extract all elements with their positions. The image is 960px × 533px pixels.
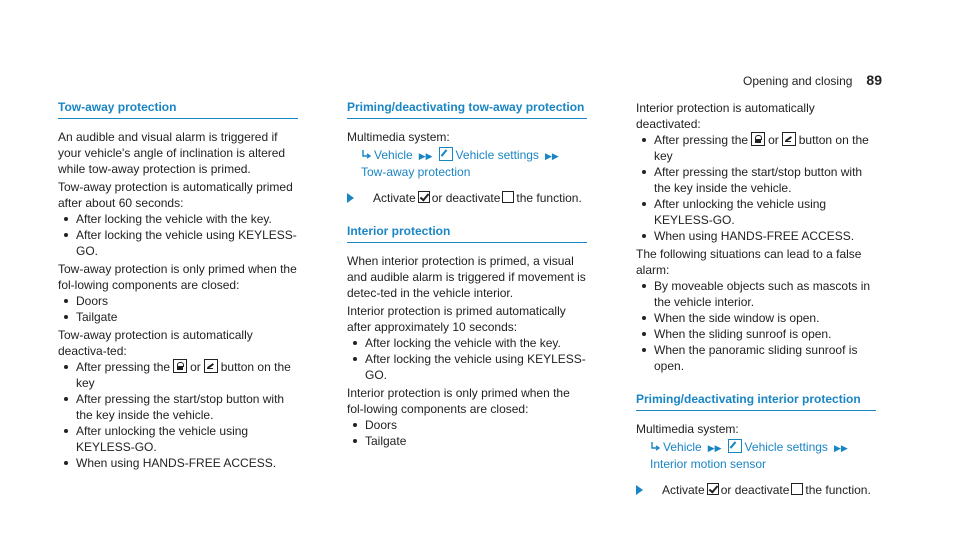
tow-away-primed-list: [58, 211, 298, 259]
checkbox-checked-icon: [707, 483, 719, 495]
list-item: After locking the vehicle using KEYLESS-GO.: [58, 227, 298, 259]
list-item-text: After pressing the: [76, 360, 171, 374]
multimedia-label: Multimedia system:: [636, 422, 739, 436]
multimedia-label: Multimedia system:: [347, 130, 450, 144]
menu-interior-motion-sensor: Interior motion sensor: [650, 457, 767, 471]
vehicle-settings-icon: [439, 147, 453, 161]
tow-away-deactivated-list: [58, 359, 298, 471]
action-step: [636, 482, 876, 498]
step-arrow-icon: [636, 485, 643, 495]
tow-away-deactivated-text: Tow-away protection is automatically deactiva-ted:: [58, 328, 253, 358]
page-header: [743, 72, 882, 89]
interior-primed-list: [347, 335, 587, 383]
menu-path: [361, 147, 587, 180]
list-item: After unlocking the vehicle using KEYLESS-GO.: [636, 196, 876, 228]
list-item-text: button on the key: [654, 133, 869, 163]
interior-intro: When interior protection is primed, a visual and audible alarm is triggered if movement is detec-ted in the vehicle interior.: [347, 254, 586, 300]
return-arrow-icon: [361, 150, 371, 160]
list-item: When the panoramic sliding sunroof is open.: [636, 342, 876, 374]
column-1: [58, 100, 298, 471]
list-item-text: button on the key: [76, 360, 291, 390]
priming-tow-away-heading: Priming/deactivating tow-away protection: [347, 100, 587, 119]
menu-vehicle: Vehicle: [663, 440, 702, 454]
menu-path: [650, 439, 876, 472]
action-text: the function.: [516, 191, 582, 205]
checkbox-unchecked-icon: [791, 483, 803, 495]
list-item-text: or: [190, 360, 201, 374]
list-item: After locking the vehicle with the key.: [58, 211, 298, 227]
menu-tow-away: Tow-away protection: [361, 165, 471, 179]
list-item: By moveable objects such as mascots in the vehicle interior.: [636, 278, 876, 310]
tailgate-key-icon: [204, 359, 218, 373]
interior-components-text: Interior protection is only primed when the fol-lowing components are closed:: [347, 386, 570, 416]
list-item: After pressing the start/stop button with the key inside the vehicle.: [58, 391, 298, 423]
vehicle-settings-icon: [728, 439, 742, 453]
list-item: After pressing the start/stop button with the key inside the vehicle.: [636, 164, 876, 196]
double-chevron-icon: ▶▶: [707, 443, 722, 453]
menu-vehicle: Vehicle: [374, 148, 413, 162]
checkbox-unchecked-icon: [502, 191, 514, 203]
list-item: When the side window is open.: [636, 310, 876, 326]
column-2: [347, 100, 587, 449]
double-chevron-icon: ▶▶: [418, 151, 433, 161]
priming-interior-heading: Priming/deactivating interior protection: [636, 392, 876, 411]
list-item: After locking the vehicle with the key.: [347, 335, 587, 351]
column-3: [636, 100, 876, 498]
list-item: [58, 359, 298, 391]
list-item: Tailgate: [347, 433, 587, 449]
step-arrow-icon: [347, 193, 354, 203]
list-item: When the sliding sunroof is open.: [636, 326, 876, 342]
tailgate-key-icon: [782, 132, 796, 146]
interior-components-list: [347, 417, 587, 449]
action-text: Activate: [373, 191, 416, 205]
action-text: or deactivate: [431, 191, 501, 205]
unlock-key-icon: [173, 359, 187, 373]
tow-away-components-list: [58, 293, 298, 325]
list-item: After locking the vehicle using KEYLESS-GO.: [347, 351, 587, 383]
unlock-key-icon: [751, 132, 765, 146]
double-chevron-icon: ▶▶: [833, 443, 848, 453]
action-text: or deactivate: [720, 483, 790, 497]
false-alarm-text: The following situations can lead to a false alarm:: [636, 247, 862, 277]
list-item: Doors: [347, 417, 587, 433]
menu-vehicle-settings: Vehicle settings: [455, 148, 539, 162]
interior-deactivated-text: Interior protection is automatically deactivated:: [636, 101, 815, 131]
list-item: When using HANDS-FREE ACCESS.: [58, 455, 298, 471]
action-text: the function.: [805, 483, 871, 497]
tow-away-primed-text: Tow-away protection is automatically primed after about 60 seconds:: [58, 180, 293, 210]
action-text: Activate: [662, 483, 705, 497]
list-item: Tailgate: [58, 309, 298, 325]
menu-vehicle-settings: Vehicle settings: [744, 440, 828, 454]
list-item: When using HANDS-FREE ACCESS.: [636, 228, 876, 244]
action-step: [347, 190, 587, 206]
interior-deactivated-list: [636, 132, 876, 244]
tow-away-components-text: Tow-away protection is only primed when the fol-lowing components are closed:: [58, 262, 297, 292]
list-item-text: or: [768, 133, 779, 147]
interior-primed-text: Interior protection is primed automatically after approximately 10 seconds:: [347, 304, 566, 334]
interior-protection-heading: Interior protection: [347, 224, 587, 243]
checkbox-checked-icon: [418, 191, 430, 203]
list-item: Doors: [58, 293, 298, 309]
false-alarm-list: [636, 278, 876, 374]
section-title: Opening and closing: [743, 74, 853, 88]
double-chevron-icon: ▶▶: [544, 151, 559, 161]
tow-away-intro: An audible and visual alarm is triggered if your vehicle's angle of inclination is altered while tow-away protection is primed.: [58, 130, 286, 176]
list-item-text: After pressing the: [654, 133, 749, 147]
return-arrow-icon: [650, 442, 660, 452]
list-item: [636, 132, 876, 164]
tow-away-heading: Tow-away protection: [58, 100, 298, 119]
page-number: 89: [866, 72, 882, 88]
list-item: After unlocking the vehicle using KEYLESS-GO.: [58, 423, 298, 455]
